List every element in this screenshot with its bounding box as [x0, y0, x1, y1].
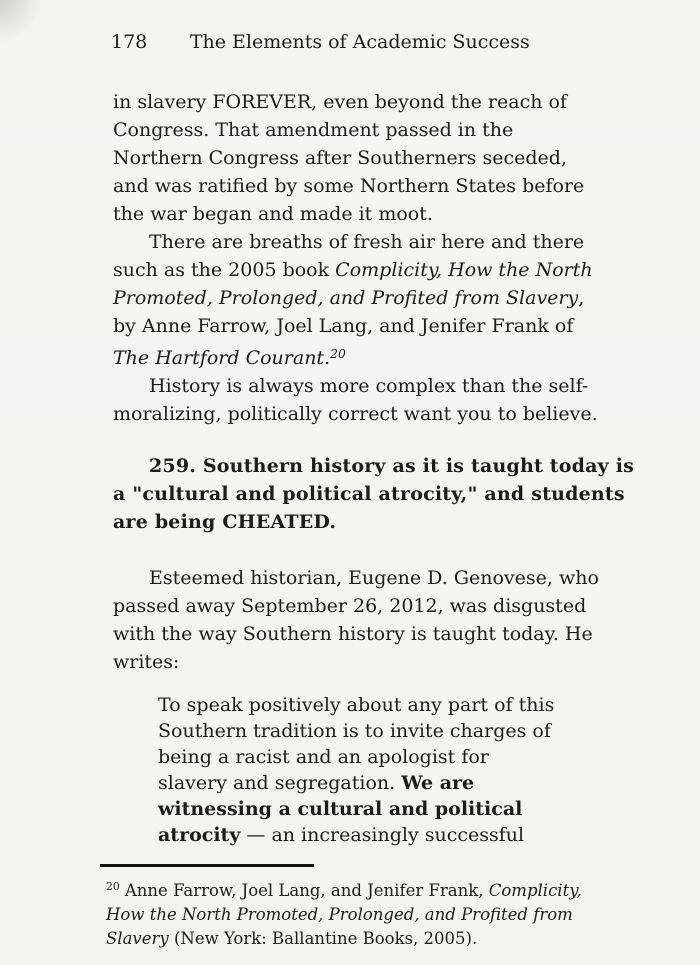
- text-segment: History is always more complex than the self-: [149, 375, 589, 397]
- paragraph-history-complex: [113, 372, 598, 428]
- text-line: [113, 372, 593, 400]
- text-segment: — an increasingly successful: [240, 824, 525, 846]
- text-line: [113, 228, 593, 256]
- text-segment: ,: [578, 287, 585, 309]
- text-segment: are being CHEATED.: [113, 511, 337, 533]
- page-body: [113, 88, 635, 848]
- text-line: [113, 88, 593, 116]
- text-line: [113, 116, 593, 144]
- text-segment: the war began and made it moot.: [113, 203, 433, 225]
- text-line: [113, 400, 598, 428]
- text-segment: in slavery FOREVER, even beyond the reach of: [113, 91, 567, 113]
- section-heading-259: [113, 452, 635, 536]
- text-segment: Complicity,: [488, 881, 582, 900]
- text-segment: Southern tradition is to invite charges of: [158, 720, 551, 742]
- text-line: [158, 744, 593, 770]
- text-segment: writes:: [113, 651, 180, 673]
- running-title: The Elements of Academic Success: [189, 31, 530, 53]
- text-segment: atrocity: [158, 824, 241, 846]
- text-line: [113, 620, 593, 648]
- text-segment: slavery and segregation.: [158, 772, 402, 794]
- text-segment: Promoted, Prolonged, and Profited from Slavery: [113, 287, 579, 309]
- text-line: [113, 284, 593, 312]
- text-segment: 259. Southern history as it is taught today is: [149, 455, 635, 477]
- text-line: [113, 508, 593, 536]
- text-segment: Anne Farrow, Joel Lang, and Jenifer Frank,: [119, 881, 489, 900]
- text-segment: We are: [401, 772, 475, 794]
- text-line: [158, 796, 593, 822]
- text-line: [113, 452, 635, 480]
- text-line: [113, 144, 593, 172]
- text-segment: moralizing, politically correct want you to believe.: [113, 403, 598, 425]
- text-line: [113, 172, 593, 200]
- text-line: [113, 648, 593, 676]
- text-segment: Esteemed historian, Eugene D. Genovese, who: [149, 567, 599, 589]
- text-segment: such as the 2005 book: [113, 259, 336, 281]
- text-segment: Slavery: [106, 929, 169, 948]
- text-line: [158, 692, 593, 718]
- page-header: [113, 30, 593, 54]
- paragraph-genovese: [113, 564, 599, 676]
- text-segment: Complicity, How the North: [335, 259, 593, 281]
- text-segment: The Hartford Courant.: [113, 347, 331, 369]
- text-line: [113, 200, 593, 228]
- text-segment: Northern Congress after Southerners seceded,: [113, 147, 567, 169]
- text-segment: a "cultural and political atrocity," and students: [113, 483, 625, 505]
- text-segment: by Anne Farrow, Joel Lang, and Jenifer Frank of: [113, 315, 574, 337]
- text-line: [106, 875, 593, 903]
- paragraph-breaths-of-fresh-air: [113, 228, 593, 372]
- text-line: [158, 718, 593, 744]
- text-segment: witnessing a cultural and political: [158, 798, 523, 820]
- text-segment: To speak positively about any part of this: [158, 694, 555, 716]
- text-line: [113, 312, 593, 340]
- text-line: [113, 592, 593, 620]
- text-line: [113, 564, 599, 592]
- text-segment: being a racist and an apologist for: [158, 746, 489, 768]
- blockquote-genovese: [158, 692, 593, 848]
- text-segment: 20: [330, 347, 346, 361]
- text-line: [106, 927, 593, 951]
- text-segment: 20: [106, 880, 120, 893]
- text-line: [113, 340, 593, 372]
- text-line: [158, 770, 593, 796]
- text-segment: passed away September 26, 2012, was disgusted: [113, 595, 587, 617]
- footnote-separator-rule: [100, 864, 314, 867]
- text-segment: and was ratified by some Northern States before: [113, 175, 585, 197]
- text-segment: Congress. That amendment passed in the: [113, 119, 514, 141]
- text-line: [113, 480, 625, 508]
- text-line: [158, 822, 593, 848]
- paragraph-slavery-forever: [113, 88, 593, 228]
- text-line: [106, 903, 593, 927]
- text-segment: There are breaths of fresh air here and there: [149, 231, 585, 253]
- text-segment: How the North Promoted, Prolonged, and Profited from: [106, 905, 573, 924]
- text-segment: (New York: Ballantine Books, 2005).: [168, 929, 478, 948]
- page-number: 178: [111, 31, 148, 53]
- footnote-20: [106, 875, 593, 951]
- text-line: [113, 256, 593, 284]
- text-segment: with the way Southern history is taught today. He: [113, 623, 593, 645]
